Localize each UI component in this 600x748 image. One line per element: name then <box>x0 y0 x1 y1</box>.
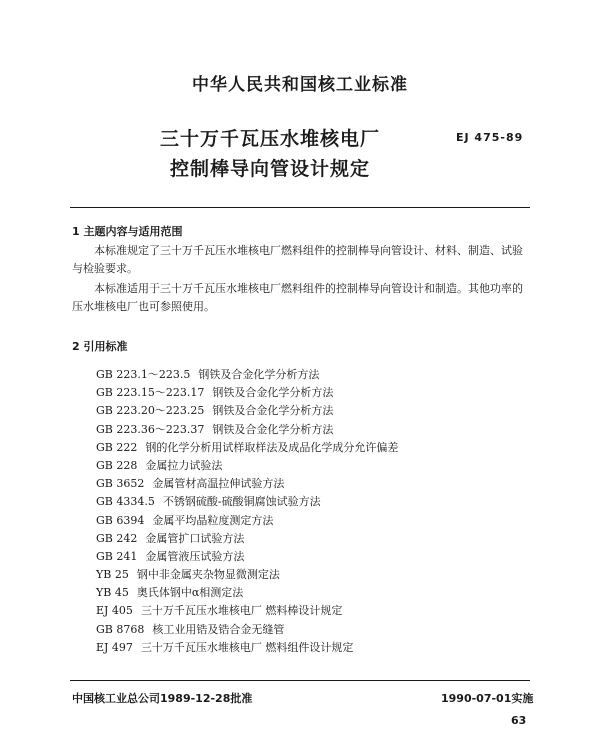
reference-item <box>96 639 398 657</box>
reference-title: 金属管液压试验方法 <box>145 549 245 563</box>
document-title-line-2: 控制棒导向管设计规定 <box>169 158 370 180</box>
reference-item <box>96 402 398 420</box>
reference-code: GB 228 <box>96 458 138 472</box>
reference-item <box>96 493 398 511</box>
reference-code: GB 223.15～223.17 <box>96 386 205 400</box>
page-number: 63 <box>511 714 527 727</box>
reference-item <box>96 421 398 439</box>
reference-title: 钢的化学分析用试样取样法及成品化学成分允许偏差 <box>145 440 399 454</box>
reference-title: 金属平均晶粒度测定方法 <box>152 513 274 527</box>
reference-code: GB 242 <box>96 531 138 545</box>
section-2-heading: 2 引用标准 <box>72 340 128 353</box>
reference-code: GB 4334.5 <box>96 495 155 509</box>
reference-title: 钢铁及合金化学分析方法 <box>212 386 334 400</box>
reference-code: GB 8768 <box>96 622 145 636</box>
reference-item <box>96 548 398 566</box>
section-1-paragraph-1: 本标准规定了三十万千瓦压水堆核电厂燃料组件的控制棒导向管设计、材料、制造、试验与检验要求。 <box>72 244 523 275</box>
reference-item <box>96 439 398 457</box>
document-title-line-1: 三十万千瓦压水堆核电厂 <box>159 128 380 150</box>
section-1-heading: 1 主题内容与适用范围 <box>72 225 183 238</box>
reference-title: 钢铁及合金化学分析方法 <box>198 368 320 381</box>
implementation-date: 1990-07-01实施 <box>441 692 534 705</box>
reference-standards-list <box>96 366 398 657</box>
reference-item <box>96 475 398 493</box>
reference-title: 金属管扩口试验方法 <box>145 531 245 545</box>
standard-code: EJ 475-89 <box>456 131 524 144</box>
reference-item <box>96 584 398 602</box>
reference-item <box>96 512 398 530</box>
reference-item <box>96 530 398 548</box>
footer-divider <box>70 680 530 681</box>
reference-title: 奥氏体钢中α相测定法 <box>136 586 244 600</box>
reference-title: 核工业用锆及锆合金无缝管 <box>152 622 285 636</box>
reference-title: 钢中非金属夹杂物显微测定法 <box>136 568 280 582</box>
reference-title: 不锈钢硫酸-硫酸铜腐蚀试验方法 <box>162 495 321 509</box>
reference-title: 钢铁及合金化学分析方法 <box>212 404 334 418</box>
reference-code: EJ 405 <box>96 604 133 618</box>
reference-code: GB 3652 <box>96 477 145 491</box>
reference-code: GB 223.1～223.5 <box>96 368 191 381</box>
reference-code: GB 6394 <box>96 513 145 527</box>
reference-code: GB 223.36～223.37 <box>96 422 205 436</box>
reference-code: GB 222 <box>96 440 138 454</box>
issuing-organization: 中华人民共和国核工业标准 <box>192 75 408 95</box>
reference-code: EJ 497 <box>96 640 133 654</box>
reference-title: 钢铁及合金化学分析方法 <box>212 422 334 436</box>
reference-title: 金属拉力试验法 <box>145 458 223 472</box>
reference-item <box>96 566 398 584</box>
approval-date: 中国核工业总公司1989-12-28批准 <box>72 692 253 705</box>
header-divider <box>70 207 530 208</box>
reference-item <box>96 366 398 384</box>
reference-title: 三十万千瓦压水堆核电厂 燃料棒设计规定 <box>140 604 343 618</box>
reference-item <box>96 602 398 620</box>
section-1-paragraph-2: 本标准适用于三十万千瓦压水堆核电厂燃料组件的控制棒导向管设计和制造。其他功率的压水堆核电厂也可参照使用。 <box>72 282 523 313</box>
reference-item <box>96 457 398 475</box>
reference-code: GB 241 <box>96 549 138 563</box>
reference-title: 金属管材高温拉伸试验方法 <box>152 477 285 491</box>
reference-code: YB 45 <box>96 586 129 600</box>
reference-item <box>96 621 398 639</box>
reference-title: 三十万千瓦压水堆核电厂 燃料组件设计规定 <box>140 640 354 654</box>
reference-code: YB 25 <box>96 568 129 582</box>
reference-item <box>96 384 398 402</box>
reference-code: GB 223.20～223.25 <box>96 404 205 418</box>
